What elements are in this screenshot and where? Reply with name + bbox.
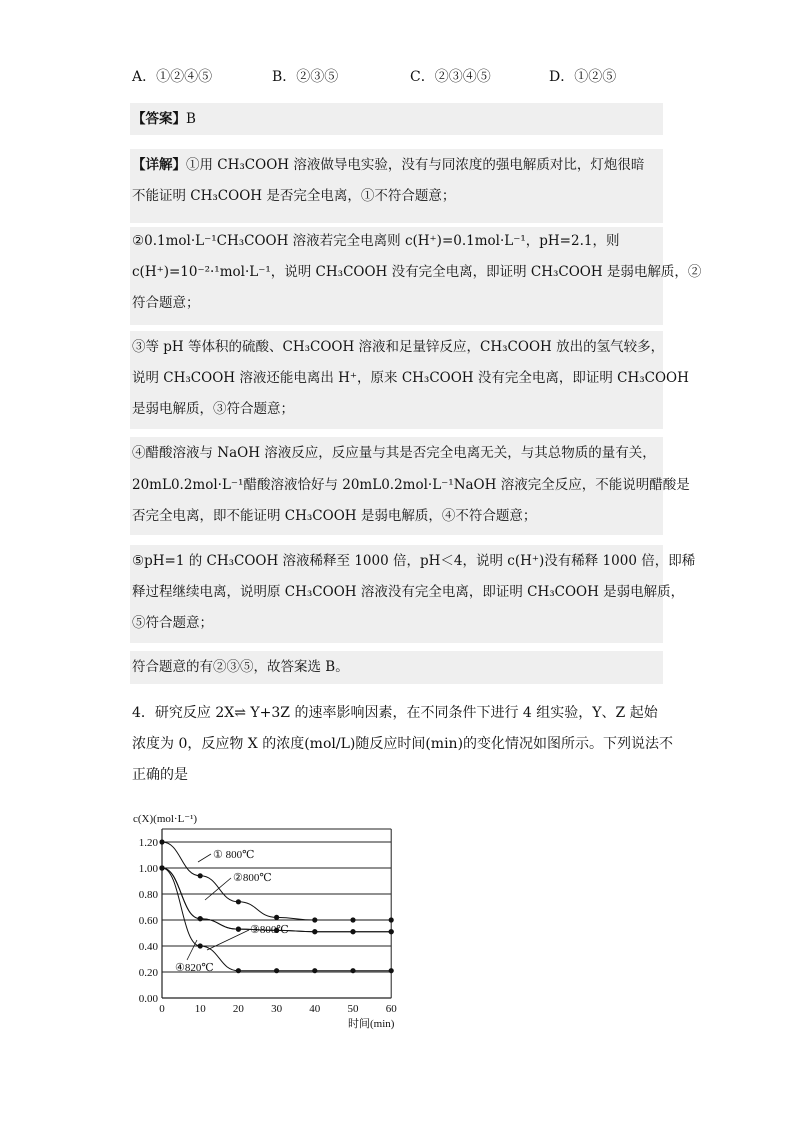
series-label-leader: [187, 940, 197, 960]
answer-label: 【答案】: [132, 111, 186, 127]
detail-line-3: ②0.1mol·L⁻¹CH₃COOH 溶液若完全电离则 c(H⁺)=0.1mol·L⁻¹，pH=2.1，则: [132, 233, 620, 249]
series-label: ②800℃: [233, 872, 272, 884]
detail-label: 【详解】: [132, 157, 186, 173]
data-point: [274, 968, 279, 973]
series-label: ④820℃: [175, 962, 214, 974]
detail-line-7: 说明 CH₃COOH 溶液还能电离出 H⁺，原来 CH₃COOH 没有完全电离，即证明 CH₃COOH: [132, 370, 689, 386]
data-point: [389, 917, 394, 922]
data-point: [236, 899, 241, 904]
y-tick-label: 0.40: [138, 941, 158, 953]
data-point: [312, 929, 317, 934]
data-point: [350, 968, 355, 973]
detail-line-4: c(H⁺)=10⁻²·¹mol·L⁻¹，说明 CH₃COOH 没有完全电离，即证明 CH₃COOH 是弱电解质，②: [132, 264, 702, 280]
y-tick-label: 0.00: [138, 993, 158, 1005]
series-label-leader: [205, 878, 231, 900]
y-tick-label: 1.20: [138, 837, 158, 849]
series-label: ① 800℃: [213, 849, 255, 861]
question-line-2: 浓度为 0，反应物 X 的浓度(mol/L)随反应时间(min)的变化情况如图所示。下列说法不: [132, 736, 674, 752]
answer-line: [132, 104, 196, 135]
data-point: [159, 865, 164, 870]
x-tick-label: 20: [232, 1003, 244, 1015]
option-a: A．①②④⑤: [132, 69, 213, 85]
data-point: [312, 968, 317, 973]
x-tick-label: 60: [385, 1003, 397, 1015]
series-label-leader: [207, 930, 249, 950]
y-tick-label: 0.80: [138, 889, 158, 901]
y-tick-label: 0.60: [138, 915, 158, 927]
detail-line-5: 符合题意；: [132, 295, 200, 311]
x-tick-label: 50: [347, 1003, 359, 1015]
detail-text: ①用 CH₃COOH 溶液做导电实验，没有与同浓度的强电解质对比，灯炮很暗: [186, 157, 645, 173]
y-tick-label: 0.20: [138, 967, 158, 979]
data-point: [236, 927, 241, 932]
detail-line-11: 否完全电离，即不能证明 CH₃COOH 是弱电解质，④不符合题意；: [132, 508, 537, 524]
x-axis-title: 时间(min): [347, 1018, 395, 1030]
answer-block: [130, 103, 663, 135]
answer-value: B: [186, 111, 196, 127]
x-tick-label: 10: [194, 1003, 206, 1015]
detail-line-8: 是弱电解质，③符合题意；: [132, 401, 294, 417]
detail-line-12: ⑤pH=1 的 CH₃COOH 溶液稀释至 1000 倍，pH＜4，说明 c(H⁺)没有稀释 1000 倍，即稀: [132, 553, 696, 569]
option-c: C．②③④⑤: [410, 69, 491, 85]
detail-line-2: 不能证明 CH₃COOH 是否完全电离，①不符合题意；: [132, 188, 456, 204]
series-label-leader: [198, 854, 211, 862]
series-line-2: [162, 868, 391, 932]
conclusion-line: 符合题意的有②③⑤，故答案选 B。: [132, 659, 349, 675]
option-d: D．①②⑤: [549, 69, 617, 85]
y-axis-title: c(X)(mol·L⁻¹): [133, 813, 198, 825]
data-point: [389, 929, 394, 934]
series-line-1: [162, 842, 391, 920]
data-point: [274, 915, 279, 920]
x-tick-label: 0: [159, 1003, 165, 1015]
data-point: [350, 929, 355, 934]
detail-line-9: ④醋酸溶液与 NaOH 溶液反应，反应量与其是否完全电离无关，与其总物质的量有关，: [132, 445, 656, 461]
detail-line-14: ⑤符合题意；: [132, 615, 213, 631]
question-line-3: 正确的是: [132, 767, 188, 783]
answer-options: [132, 66, 692, 88]
detail-line-13: 释过程继续电离，说明原 CH₃COOH 溶液没有完全电离，即证明 CH₃COOH 是弱电解质，: [132, 584, 685, 600]
question-line-1: 4．研究反应 2X⇌ Y+3Z 的速率影响因素，在不同条件下进行 4 组实验，Y、Z 起始: [132, 705, 658, 721]
y-tick-label: 1.00: [138, 863, 158, 875]
data-point: [198, 873, 203, 878]
detail-line-6: ③等 pH 等体积的硫酸、CH₃COOH 溶液和足量锌反应，CH₃COOH 放出的氢气较多，: [132, 339, 665, 355]
data-point: [236, 968, 241, 973]
data-point: [312, 917, 317, 922]
series-line-3: [162, 868, 391, 932]
x-tick-label: 30: [271, 1003, 283, 1015]
series-label: ③800℃: [250, 924, 289, 936]
detail-line-1: [132, 150, 644, 181]
x-tick-label: 40: [309, 1003, 321, 1015]
data-point: [198, 943, 203, 948]
data-point: [350, 917, 355, 922]
option-b: B．②③⑤: [272, 69, 339, 85]
concentration-time-chart: [125, 800, 425, 1040]
data-point: [159, 839, 164, 844]
data-point: [198, 916, 203, 921]
data-point: [389, 968, 394, 973]
detail-line-10: 20mL0.2mol·L⁻¹醋酸溶液恰好与 20mL0.2mol·L⁻¹NaOH 溶液完全反应，不能说明醋酸是: [132, 477, 690, 493]
